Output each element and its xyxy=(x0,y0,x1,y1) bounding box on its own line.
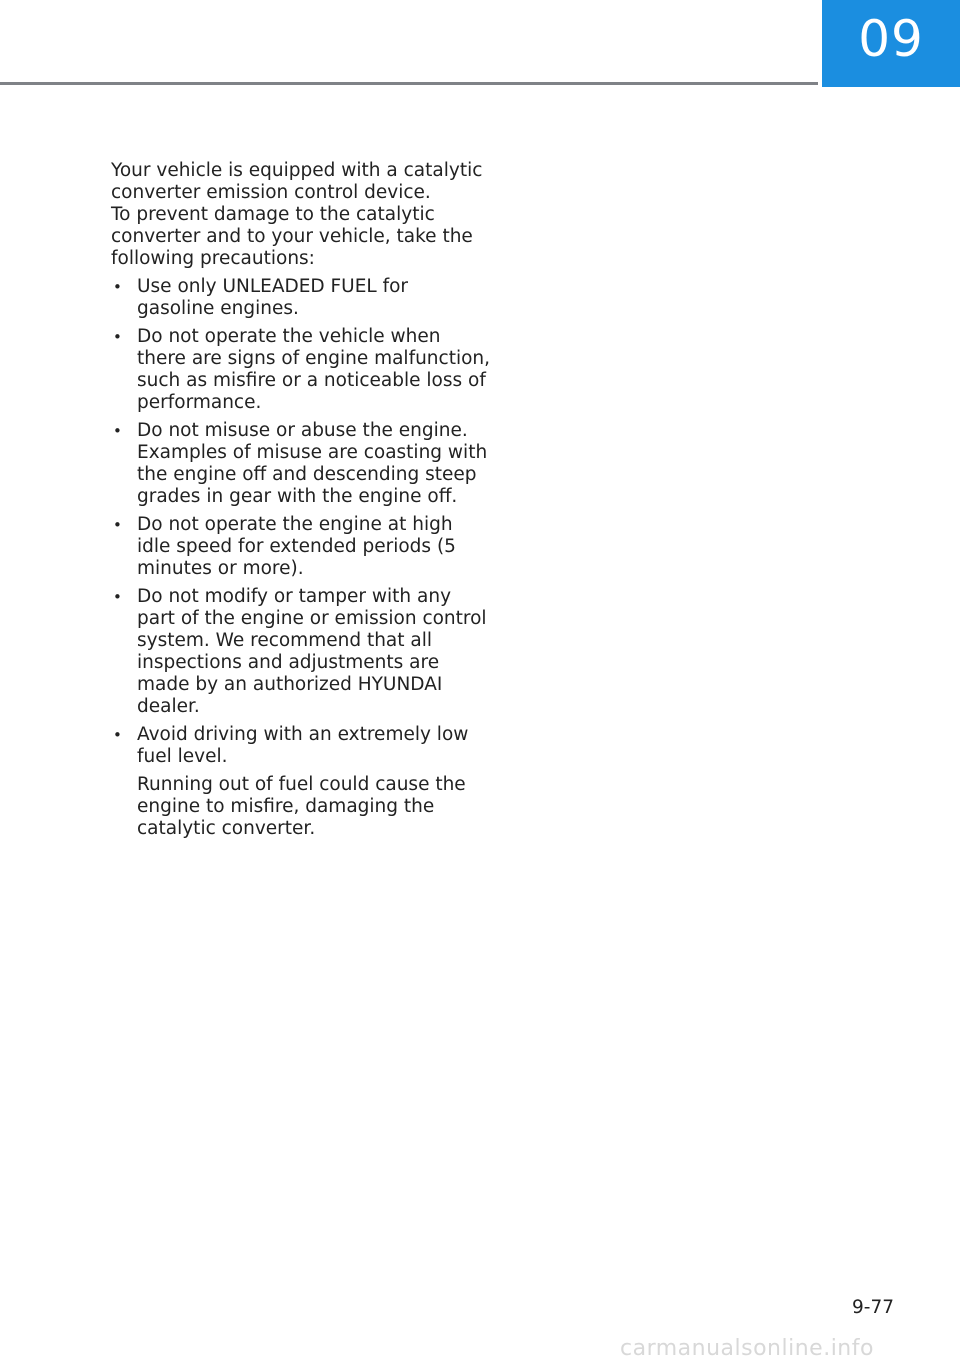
list-item-text: Do not operate the vehicle when there are signs of engine malfunction, such as misfire or a noticeable loss of performance. xyxy=(137,326,491,413)
list-item-text: Avoid driving with an extremely low fuel level. xyxy=(137,724,469,767)
list-item-note: Running out of fuel could cause the engine to misfire, damaging the catalytic converter. xyxy=(137,774,466,839)
chapter-tab xyxy=(822,0,960,87)
list-item-text: Do not misuse or abuse the engine. Examples of misuse are coasting with the engine off and descending steep grades in gear with the engine off. xyxy=(137,420,488,507)
page-number: 9-77 xyxy=(852,1297,894,1318)
bullet-icon: • xyxy=(113,328,122,346)
list-item xyxy=(111,420,491,508)
header-rule xyxy=(0,82,818,85)
watermark: carmanualsonline.info xyxy=(620,1336,874,1361)
intro-paragraph-1: Your vehicle is equipped with a catalytic converter emission control device. xyxy=(111,160,483,203)
main-content xyxy=(111,160,491,846)
bullet-icon: • xyxy=(113,422,122,440)
list-item xyxy=(111,586,491,718)
list-item xyxy=(111,724,491,840)
list-item-text: Do not operate the engine at high idle speed for extended periods (5 minutes or more). xyxy=(137,514,456,579)
list-item-text: Do not modify or tamper with any part of the engine or emission control system. We recommend that all inspections and adjustments are made by an authorized HYUNDAI dealer. xyxy=(137,586,487,717)
bullet-icon: • xyxy=(113,516,122,534)
bullet-icon: • xyxy=(113,588,122,606)
intro-paragraph-2: To prevent damage to the catalytic converter and to your vehicle, take the following precautions: xyxy=(111,204,473,269)
precautions-list xyxy=(111,276,491,840)
list-item xyxy=(111,276,491,320)
bullet-icon: • xyxy=(113,726,122,744)
chapter-number: 09 xyxy=(858,9,924,68)
list-item xyxy=(111,326,491,414)
list-item-text: Use only UNLEADED FUEL for gasoline engines. xyxy=(137,276,409,319)
bullet-icon: • xyxy=(113,278,122,296)
list-item xyxy=(111,514,491,580)
